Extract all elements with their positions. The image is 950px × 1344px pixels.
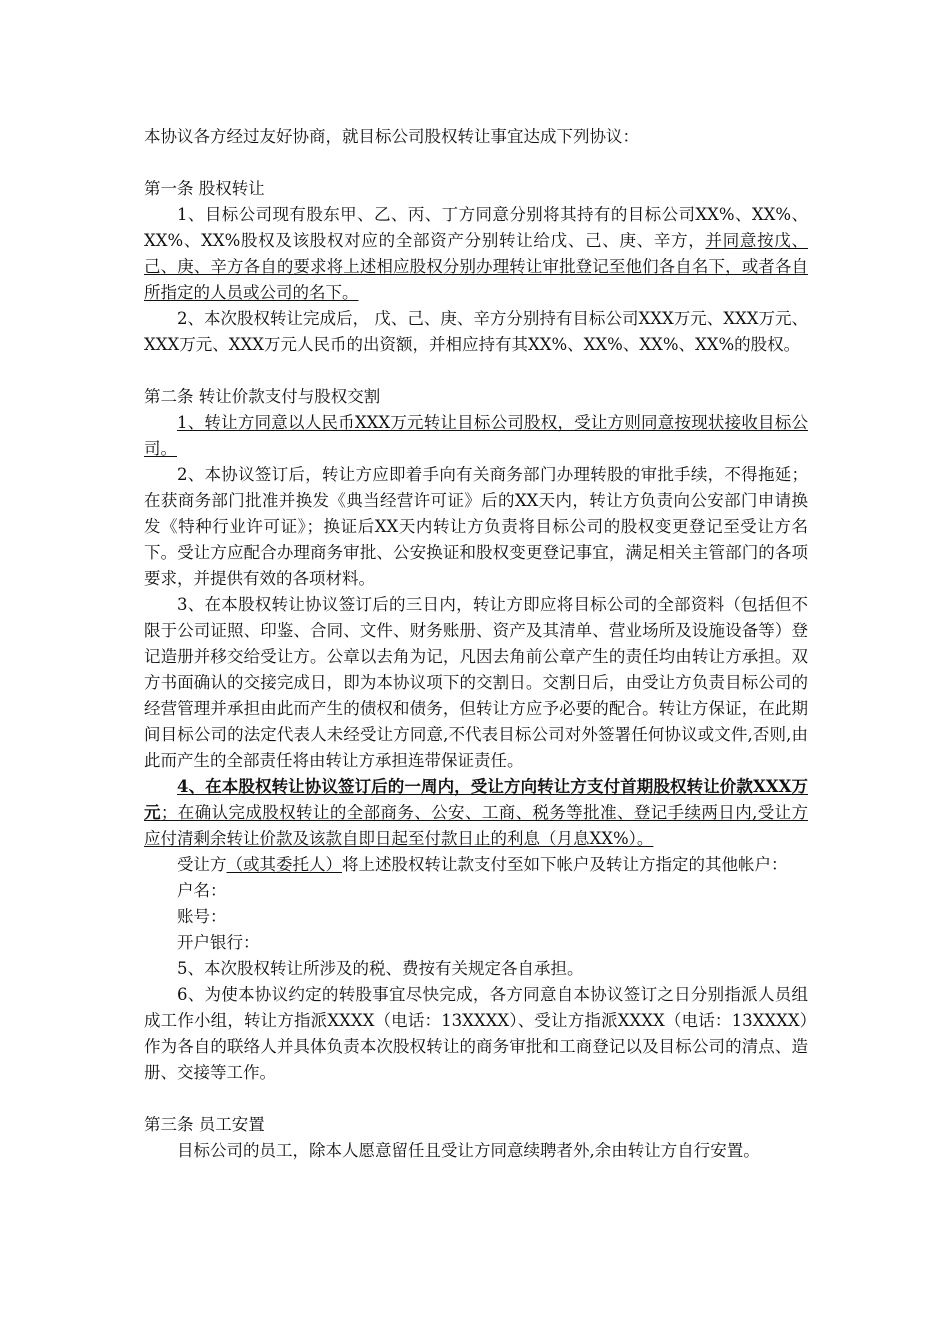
article-2-clause-3: 3、在本股权转让协议签订后的三日内，转让方即应将目标公司的全部资料（包括但不限于公司证照、印鉴、合同、文件、财务账册、资产及其清单、营业场所及设施设备等）登记造册并移交给受让方。公章以去角为记，凡因去角前公章产生的责任均由转让方承担。双方书面确认的交接完成日，即为本协议项下的交割日。交割日后，由受让方负责目标公司的经营管理并承担由此而产生的债权和债务，但转让方应予必要的配合。转让方保证，在此期间目标公司的法定代表人未经受让方同意,不代表目标公司对外签署任何协议或文件,否则,由此而产生的全部责任将由转让方承担连带保证责任。	[144, 595, 808, 770]
bank-field: 开户银行：	[177, 933, 260, 952]
article-1-title: 第一条 股权转让	[144, 179, 265, 198]
clause-text: 1、目标公司现有股东甲、乙、丙、丁方同意分别将其持有的目标公司XX%、XX%、XX%、XX%股权及该股权对应的全部资产分别转让给戊、己、庚、辛方，	[144, 205, 808, 250]
article-2-payment-note	[144, 852, 808, 878]
underlined-clause-text: （或其委托人）	[226, 855, 342, 874]
article-1-clause-2: 2、本次股权转让完成后， 戊、己、庚、辛方分别持有目标公司XXX万元、XXX万元、XXX万元、XXX万元人民币的出资额，并相应持有其XX%、XX%、XX%、XX%的股权。	[144, 309, 808, 354]
underlined-bold-clause-text: 4、在本股权转让协议签订后的一周内，受让方向转让方支付首期股权转让价款XXX万元	[144, 777, 808, 822]
underlined-clause-text: 1、转让方同意以人民币XXX万元转让目标公司股权，受让方则同意按现状接收目标公司。	[144, 413, 808, 458]
article-2-clause-4	[144, 774, 808, 852]
spacer	[144, 150, 808, 176]
account-name-field: 户名：	[177, 881, 227, 900]
clause-text: 将上述股权转让款支付至如下帐户及转让方指定的其他帐户：	[342, 855, 788, 874]
clause-text: 受让方	[177, 855, 227, 874]
underlined-clause-text: 并同意按戊、己、庚、辛方各自的要求将上述相应股权分别办理转让审批登记至他们各自名下，或者各自所指定的人员或公司的名下。	[144, 231, 809, 302]
article-3-title: 第三条 员工安置	[144, 1115, 265, 1134]
intro-paragraph: 本协议各方经过友好协商，就目标公司股权转让事宜达成下列协议：	[144, 127, 639, 146]
document-page	[144, 124, 808, 1164]
article-2-clause-2: 2、本协议签订后，转让方应即着手向有关商务部门办理转股的审批手续，不得拖延；在获商务部门批准并换发《典当经营许可证》后的XX天内，转让方负责向公安部门申请换发《特种行业许可证》；换证后XX天内转让方负责将目标公司的股权变更登记至受让方名下。受让方应配合办理商务审批、公安换证和股权变更登记事宜，满足相关主管部门的各项要求，并提供有效的各项材料。	[144, 465, 808, 588]
article-3-clause-1: 目标公司的员工，除本人愿意留任且受让方同意续聘者外,余由转让方自行安置。	[177, 1141, 760, 1160]
account-number-field: 账号：	[177, 907, 227, 926]
spacer	[144, 1086, 808, 1112]
article-2-title: 第二条 转让价款支付与股权交割	[144, 387, 381, 406]
spacer	[144, 358, 808, 384]
article-2-clause-6: 6、为使本协议约定的转股事宜尽快完成，各方同意自本协议签订之日分别指派人员组成工作小组，转让方指派XXXX（电话：13XXXX）、受让方指派XXXX（电话：13XXXX）作为各自的联络人并具体负责本次股权转让的商务审批和工商登记以及目标公司的清点、造册、交接等工作。	[144, 985, 808, 1082]
article-2-clause-1	[144, 410, 808, 462]
article-2-clause-5: 5、本次股权转让所涉及的税、费按有关规定各自承担。	[177, 959, 584, 978]
article-1-clause-1	[144, 202, 808, 306]
underlined-clause-text: ；在确认完成股权转让的全部商务、公安、工商、税务等批准、登记手续两日内,受让方应付清剩余转让价款及该款自即日起至付款日止的利息（月息XX%）。	[144, 803, 809, 848]
